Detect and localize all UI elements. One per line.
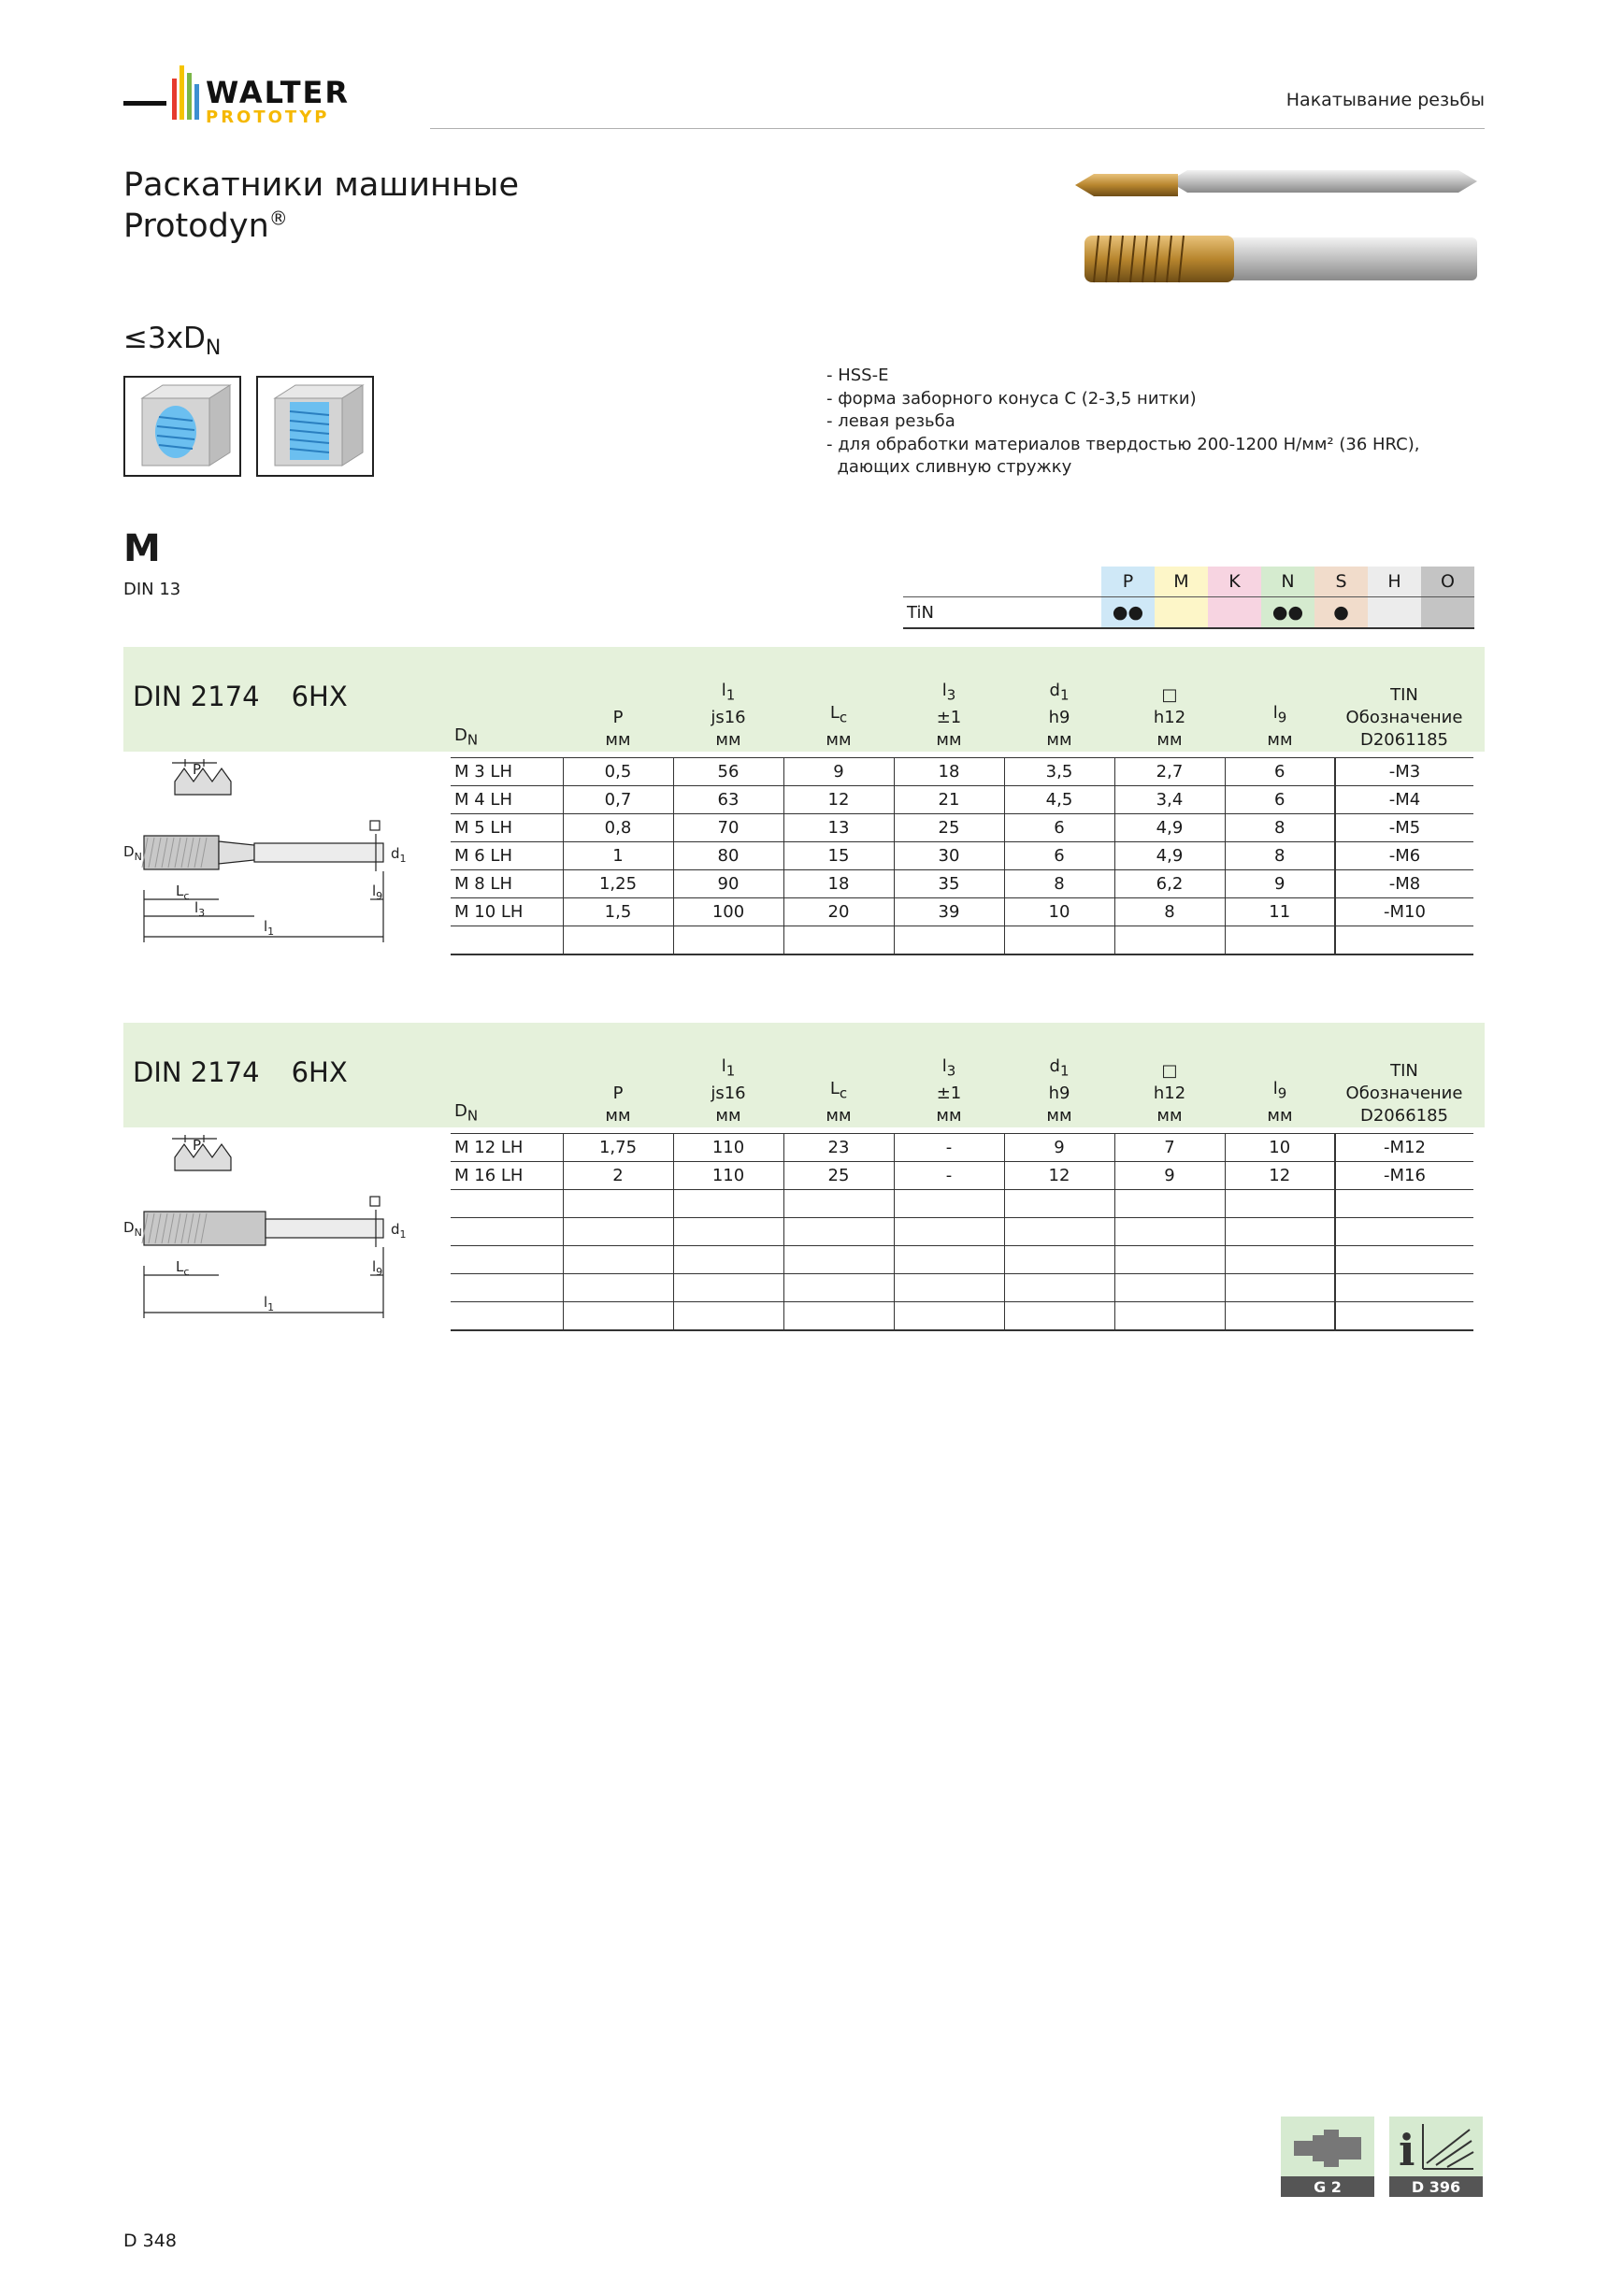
table-cell xyxy=(1114,1190,1225,1218)
page-number: D 348 xyxy=(123,2231,177,2251)
table-row[interactable] xyxy=(451,1134,1473,1162)
table-cell: -M5 xyxy=(1335,814,1473,842)
svg-text:DN: $D_N$ xyxy=(123,1219,142,1239)
table-row[interactable] xyxy=(451,926,1473,955)
depth-label: $\le 3xD_N$ xyxy=(123,322,222,361)
table-cell xyxy=(1004,1246,1114,1274)
table-cell: 9 xyxy=(1225,870,1335,898)
table-cell xyxy=(1225,1302,1335,1331)
table-cell xyxy=(1114,1302,1225,1331)
table-cell xyxy=(451,1190,563,1218)
header-divider xyxy=(430,128,1485,129)
svg-text:l1: $l_1$ xyxy=(264,1294,275,1313)
table-cell xyxy=(1225,1274,1335,1302)
table-cell: 6 xyxy=(1004,842,1114,870)
section-title: Накатывание резьбы xyxy=(1285,90,1485,110)
through-hole-icon xyxy=(123,376,241,477)
table-row[interactable] xyxy=(451,1190,1473,1218)
svg-text:Lc: $L_c$ xyxy=(176,1258,190,1278)
table-cell xyxy=(563,1190,673,1218)
suitability-S: ● xyxy=(1314,597,1368,629)
svg-text:PROTOTYP: PROTOTYP xyxy=(206,108,330,127)
table-cell: 70 xyxy=(673,814,783,842)
material-M: M xyxy=(1155,567,1208,597)
registered-mark: ® xyxy=(268,207,288,230)
table-row[interactable] xyxy=(451,842,1473,870)
table-cell: 25 xyxy=(894,814,1004,842)
table-cell: 3,5 xyxy=(1004,758,1114,786)
table-cell: 0,8 xyxy=(563,814,673,842)
table-row[interactable] xyxy=(451,1274,1473,1302)
table-cell: 3,4 xyxy=(1114,786,1225,814)
table-cell xyxy=(1335,926,1473,955)
table-cell: -M4 xyxy=(1335,786,1473,814)
table-cell xyxy=(1004,926,1114,955)
table-cell: 9 xyxy=(783,758,894,786)
column-header: $l_3$ ±1 мм xyxy=(936,681,962,750)
table-cell: 35 xyxy=(894,870,1004,898)
table-cell xyxy=(894,926,1004,955)
table-cell xyxy=(894,1302,1004,1331)
table-row[interactable] xyxy=(451,1246,1473,1274)
svg-text:i: i xyxy=(1399,2125,1415,2175)
material-suitability-grid xyxy=(903,567,1474,629)
table-cell xyxy=(1114,1274,1225,1302)
table-cell: 4,5 xyxy=(1004,786,1114,814)
table-cell xyxy=(1335,1302,1473,1331)
table-cell xyxy=(563,1246,673,1274)
table-cell: 90 xyxy=(673,870,783,898)
table-cell: 21 xyxy=(894,786,1004,814)
feature-list xyxy=(826,365,1419,480)
table-cell xyxy=(451,1246,563,1274)
din-title: DIN 2174 6HX xyxy=(133,681,348,712)
table-cell xyxy=(563,1218,673,1246)
table-cell xyxy=(563,926,673,955)
table-cell xyxy=(673,926,783,955)
table-row[interactable] xyxy=(451,786,1473,814)
product-table-section xyxy=(123,647,1485,948)
table-cell: 4,9 xyxy=(1114,842,1225,870)
column-header: $l_3$ ±1 мм xyxy=(936,1056,962,1126)
table-cell: 56 xyxy=(673,758,783,786)
tool-dimension-drawing xyxy=(123,759,451,974)
table-cell: 63 xyxy=(673,786,783,814)
table-cell: 11 xyxy=(1225,898,1335,926)
table-cell: 13 xyxy=(783,814,894,842)
table-cell: 2 xyxy=(563,1162,673,1190)
column-header: □ h12 мм xyxy=(1153,685,1186,750)
table-cell: M 6 LH xyxy=(451,842,563,870)
table-cell: 6 xyxy=(1225,786,1335,814)
table-cell: 1 xyxy=(563,842,673,870)
svg-text:DN: $D_N$ xyxy=(123,843,142,863)
svg-text:l1: $l_1$ xyxy=(264,918,275,938)
table-cell: 30 xyxy=(894,842,1004,870)
table-cell: M 12 LH xyxy=(451,1134,563,1162)
table-cell xyxy=(563,1302,673,1331)
suitability-N: ●● xyxy=(1261,597,1314,629)
feature-item: дающих сливную стружку xyxy=(826,457,1072,477)
table-cell xyxy=(783,1218,894,1246)
table-cell: 6 xyxy=(1225,758,1335,786)
column-header: $d_1$ h9 мм xyxy=(1046,681,1072,750)
large-tap-photo xyxy=(1084,236,1477,282)
table-cell: -M6 xyxy=(1335,842,1473,870)
table-cell: 25 xyxy=(783,1162,894,1190)
ref-g2[interactable] xyxy=(1281,2117,1374,2197)
table-cell: M 16 LH xyxy=(451,1162,563,1190)
thread-standard-din: DIN 13 xyxy=(123,580,181,599)
product-title xyxy=(123,165,519,247)
table-cell: M 3 LH xyxy=(451,758,563,786)
table-cell xyxy=(673,1190,783,1218)
table-cell: 12 xyxy=(1004,1162,1114,1190)
product-title-line2: Protodyn xyxy=(123,208,269,245)
table-cell: 0,7 xyxy=(563,786,673,814)
table-cell xyxy=(451,1274,563,1302)
svg-text:l9: $l_9$ xyxy=(372,883,383,902)
table-row[interactable] xyxy=(451,1218,1473,1246)
table-cell: 6 xyxy=(1004,814,1114,842)
column-header: $l_1$ js16 мм xyxy=(711,1056,746,1126)
table-cell: 8 xyxy=(1225,842,1335,870)
table-row[interactable] xyxy=(451,1302,1473,1331)
table-cell: M 4 LH xyxy=(451,786,563,814)
table-cell: 8 xyxy=(1114,898,1225,926)
table-row[interactable] xyxy=(451,814,1473,842)
table-cell xyxy=(1004,1190,1114,1218)
column-header: $l_9$ мм xyxy=(1267,1079,1293,1126)
table-cell xyxy=(894,1274,1004,1302)
din-title: DIN 2174 6HX xyxy=(133,1056,348,1088)
table-cell: -M10 xyxy=(1335,898,1473,926)
table-cell: 80 xyxy=(673,842,783,870)
table-cell: 9 xyxy=(1004,1134,1114,1162)
feature-item: - HSS-E xyxy=(826,366,889,385)
table-cell xyxy=(451,1218,563,1246)
column-header: $d_1$ h9 мм xyxy=(1046,1056,1072,1126)
table-cell xyxy=(783,1246,894,1274)
coating-label: TiN xyxy=(903,597,1101,629)
walter-prototyp-logo xyxy=(123,60,404,135)
table-cell xyxy=(783,1274,894,1302)
table-cell xyxy=(1004,1218,1114,1246)
product-table xyxy=(451,1023,1473,1331)
table-cell xyxy=(894,1218,1004,1246)
table-cell: 8 xyxy=(1225,814,1335,842)
product-table-section xyxy=(123,1023,1485,1324)
table-cell: -M12 xyxy=(1335,1134,1473,1162)
table-cell: 110 xyxy=(673,1162,783,1190)
product-table xyxy=(451,647,1473,955)
table-cell: 18 xyxy=(783,870,894,898)
table-cell: 12 xyxy=(783,786,894,814)
table-row[interactable] xyxy=(451,898,1473,926)
suitability-H xyxy=(1368,597,1421,629)
table-cell xyxy=(673,1302,783,1331)
table-cell: M 8 LH xyxy=(451,870,563,898)
column-header: □ h12 мм xyxy=(1153,1061,1186,1126)
table-cell: -M3 xyxy=(1335,758,1473,786)
table-cell xyxy=(1114,926,1225,955)
small-tap-photo xyxy=(1075,170,1477,196)
table-cell: -M8 xyxy=(1335,870,1473,898)
ref-d396[interactable] xyxy=(1389,2117,1483,2197)
svg-text:l9: $l_9$ xyxy=(372,1258,383,1278)
column-header: TIN Обозначение D2066185 xyxy=(1345,1061,1463,1126)
table-cell xyxy=(1114,1218,1225,1246)
thread-standard-letter: M xyxy=(123,527,161,570)
table-cell: 100 xyxy=(673,898,783,926)
table-cell: 9 xyxy=(1114,1162,1225,1190)
svg-text:Lc: $L_c$ xyxy=(176,883,190,902)
suitability-K xyxy=(1208,597,1261,629)
table-cell: - xyxy=(894,1134,1004,1162)
tool-dimension-drawing xyxy=(123,1135,451,1350)
table-cell: 23 xyxy=(783,1134,894,1162)
table-cell xyxy=(1114,1246,1225,1274)
table-cell xyxy=(783,926,894,955)
svg-text:P: P xyxy=(193,1137,202,1154)
table-cell: 1,25 xyxy=(563,870,673,898)
column-header: $D_N$ xyxy=(454,725,479,749)
svg-text:l3: $l_3$ xyxy=(194,899,206,919)
suitability-M xyxy=(1155,597,1208,629)
table-cell xyxy=(1225,1218,1335,1246)
table-cell: 1,5 xyxy=(563,898,673,926)
table-cell: 0,5 xyxy=(563,758,673,786)
table-cell xyxy=(563,1274,673,1302)
table-cell: 18 xyxy=(894,758,1004,786)
ref-g2-label: G 2 xyxy=(1314,2178,1342,2196)
table-cell xyxy=(451,926,563,955)
column-header: $L_c$ мм xyxy=(826,703,852,750)
table-cell xyxy=(673,1218,783,1246)
table-cell xyxy=(673,1274,783,1302)
table-cell: 20 xyxy=(783,898,894,926)
material-K: K xyxy=(1208,567,1261,597)
tool-photos xyxy=(1056,150,1487,309)
table-cell: 4,9 xyxy=(1114,814,1225,842)
table-cell xyxy=(894,1190,1004,1218)
table-cell xyxy=(1335,1218,1473,1246)
column-header: $L_c$ мм xyxy=(826,1079,852,1126)
column-header: $l_9$ мм xyxy=(1267,703,1293,750)
svg-text:d1: $d_1$ xyxy=(391,845,407,865)
table-cell xyxy=(894,1246,1004,1274)
table-cell: 8 xyxy=(1004,870,1114,898)
table-cell: - xyxy=(894,1162,1004,1190)
material-S: S xyxy=(1314,567,1368,597)
table-cell: 39 xyxy=(894,898,1004,926)
table-cell: 110 xyxy=(673,1134,783,1162)
material-O: O xyxy=(1421,567,1474,597)
table-cell xyxy=(1004,1302,1114,1331)
table-row[interactable] xyxy=(451,1162,1473,1190)
table-cell: -M16 xyxy=(1335,1162,1473,1190)
table-cell xyxy=(1004,1274,1114,1302)
suitability-P: ●● xyxy=(1101,597,1155,629)
material-N: N xyxy=(1261,567,1314,597)
svg-text:P: P xyxy=(193,761,202,778)
table-cell xyxy=(783,1302,894,1331)
table-cell: 15 xyxy=(783,842,894,870)
ref-d396-label: D 396 xyxy=(1411,2178,1461,2196)
table-cell xyxy=(1225,926,1335,955)
column-header: P мм xyxy=(605,1083,631,1126)
suitability-O xyxy=(1421,597,1474,629)
column-header: TIN Обозначение D2061185 xyxy=(1345,685,1463,750)
column-header: $D_N$ xyxy=(454,1101,479,1125)
table-cell: 12 xyxy=(1225,1162,1335,1190)
table-cell: M 5 LH xyxy=(451,814,563,842)
material-P: P xyxy=(1101,567,1155,597)
svg-text:d1: $d_1$ xyxy=(391,1221,407,1241)
column-header: P мм xyxy=(605,708,631,750)
table-cell: 10 xyxy=(1225,1134,1335,1162)
table-cell: 1,75 xyxy=(563,1134,673,1162)
table-cell: 10 xyxy=(1004,898,1114,926)
table-row[interactable] xyxy=(451,870,1473,898)
table-cell: 2,7 xyxy=(1114,758,1225,786)
feature-item: - для обработки материалов твердостью 200-1200 Н/мм² (36 HRC), xyxy=(826,434,1420,454)
table-cell: 7 xyxy=(1114,1134,1225,1162)
table-cell: 6,2 xyxy=(1114,870,1225,898)
feature-item: - форма заборного конуса C (2-3,5 нитки) xyxy=(826,388,1197,409)
table-cell: M 10 LH xyxy=(451,898,563,926)
table-cell xyxy=(1225,1190,1335,1218)
table-cell xyxy=(1335,1190,1473,1218)
material-H: H xyxy=(1368,567,1421,597)
table-cell xyxy=(1335,1274,1473,1302)
svg-text:WALTER: WALTER xyxy=(206,75,351,110)
table-cell xyxy=(783,1190,894,1218)
product-title-line1: Раскатники машинные xyxy=(123,166,519,204)
table-cell xyxy=(1225,1246,1335,1274)
table-cell xyxy=(673,1246,783,1274)
blind-hole-icon xyxy=(256,376,374,477)
table-cell xyxy=(1335,1246,1473,1274)
table-cell xyxy=(451,1302,563,1331)
column-header: $l_1$ js16 мм xyxy=(711,681,746,750)
table-row[interactable] xyxy=(451,758,1473,786)
feature-item: - левая резьба xyxy=(826,411,955,431)
